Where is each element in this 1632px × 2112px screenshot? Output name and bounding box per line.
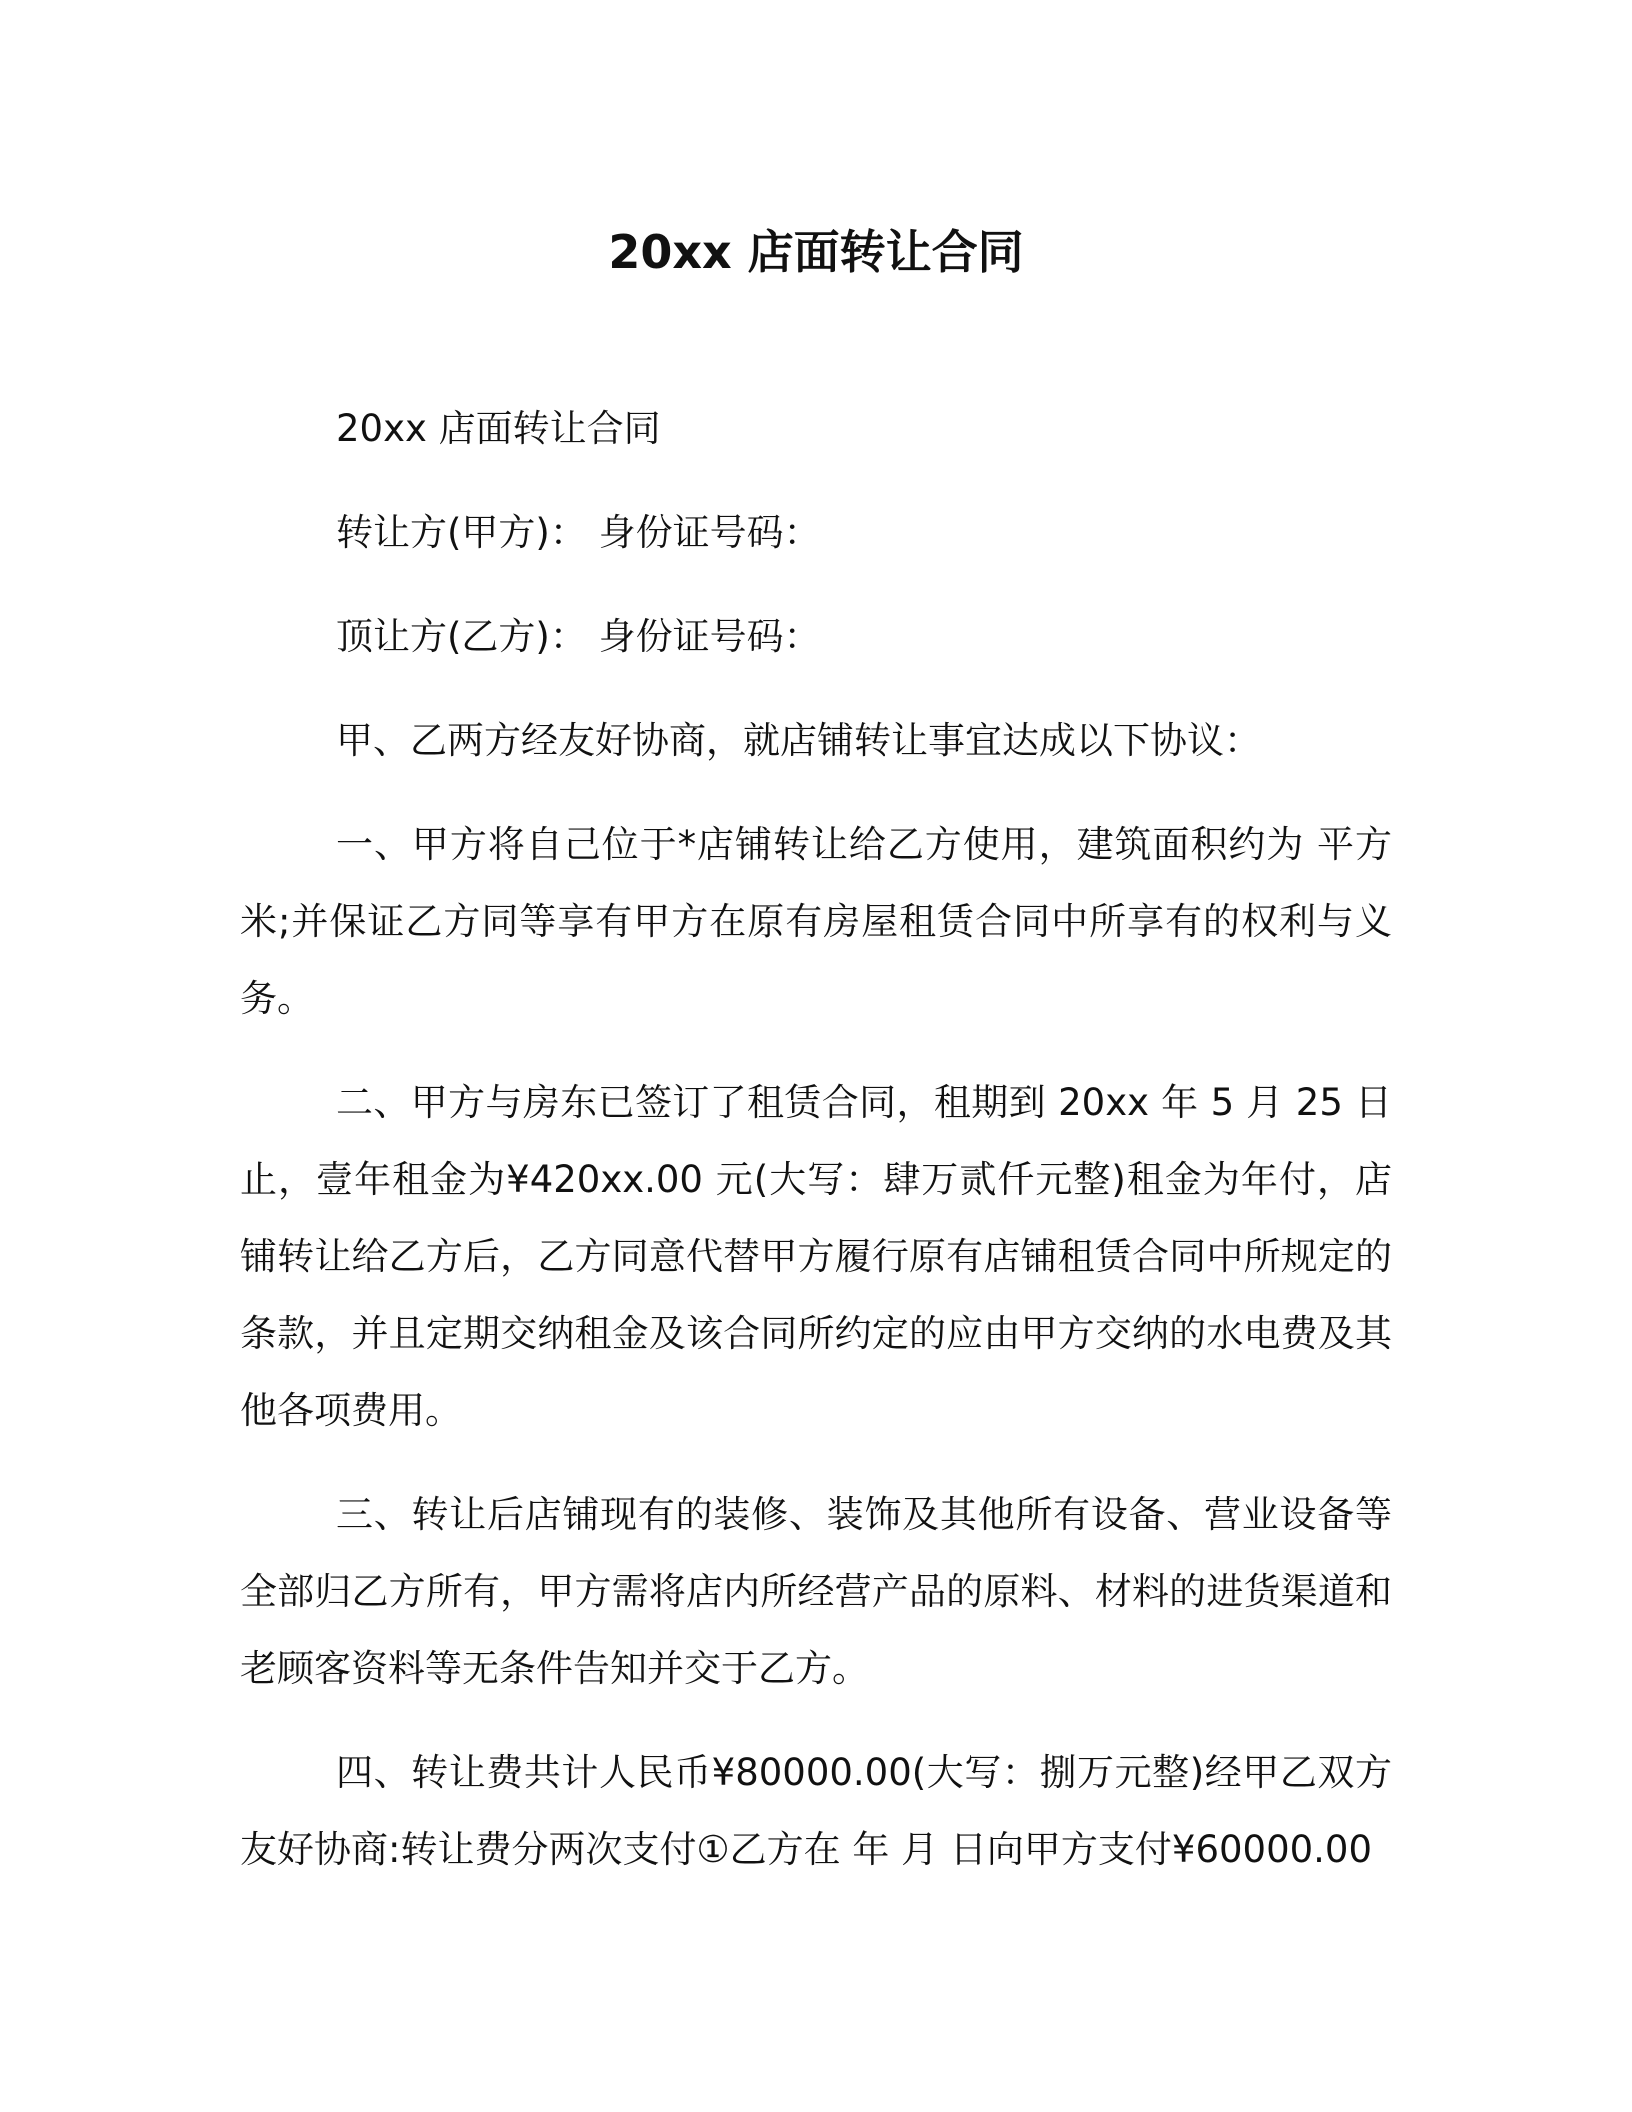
intro-paragraph: 甲、乙两方经友好协商，就店铺转让事宜达成以下协议： <box>336 719 1261 762</box>
document-title: 20xx 店面转让合同 <box>608 225 1024 279</box>
clause-4: 四、转让费共计人民币¥80000.00(大写：捌万元整)经甲乙双方友好协商:转让费分两次支付①乙方在 年 月 日向甲方支付¥60000.00 <box>240 1751 1392 1871</box>
clause-2: 二、甲方与房东已签订了租赁合同，租期到 20xx 年 5 月 25 日止，壹年租金为¥420xx.00 元(大写：肆万贰仟元整)租金为年付，店铺转让给乙方后，乙方同意代替甲方履行原有店铺租赁合同中所规定的条款，并且定期交纳租金及该合同所约定的应由甲方交纳的水电费及其他各项费用。 <box>240 1081 1392 1432</box>
heading-line: 20xx 店面转让合同 <box>336 407 661 450</box>
clause-1: 一、甲方将自己位于*店铺转让给乙方使用，建筑面积约为 平方米;并保证乙方同等享有甲方在原有房屋租赁合同中所享有的权利与义务。 <box>240 823 1392 1020</box>
transferor-line: 转让方(甲方)： 身份证号码： <box>336 511 821 554</box>
transferee-line: 顶让方(乙方)： 身份证号码： <box>336 615 821 658</box>
clause-3: 三、转让后店铺现有的装修、装饰及其他所有设备、营业设备等全部归乙方所有，甲方需将店内所经营产品的原料、材料的进货渠道和老顾客资料等无条件告知并交于乙方。 <box>240 1493 1392 1690</box>
document-body <box>240 390 1392 1888</box>
